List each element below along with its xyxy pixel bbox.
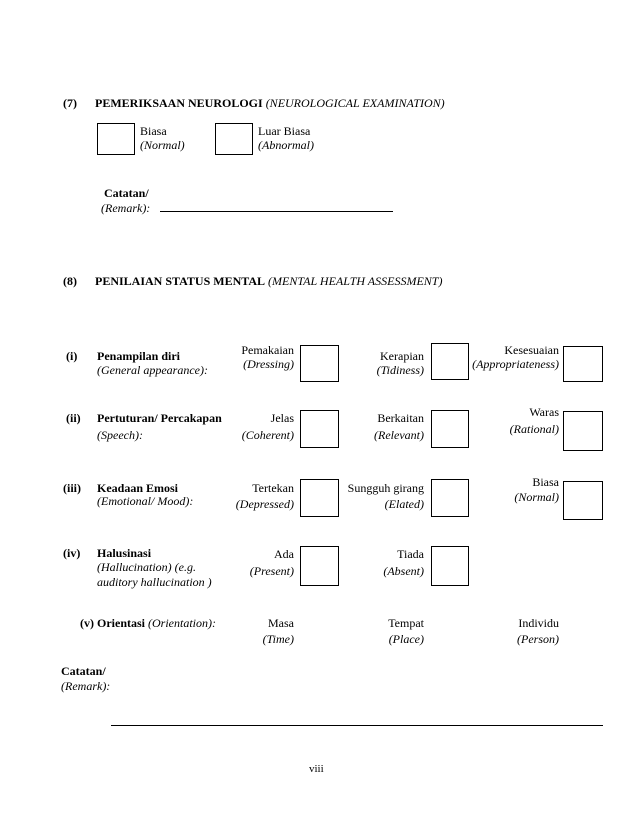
section-8-number: (8) <box>63 274 77 288</box>
place-label-en: (Place) <box>388 632 424 646</box>
coherent-label: Jelas <box>270 411 294 425</box>
item-iv-label-en-2: auditory hallucination ) <box>97 575 212 589</box>
section-7-title-text: PEMERIKSAAN NEUROLOGI <box>95 96 263 110</box>
depressed-label: Tertekan <box>252 481 294 495</box>
item-iii-label-en: (Emotional/ Mood): <box>97 494 194 508</box>
place-label: Tempat <box>388 616 424 630</box>
item-i-number: (i) <box>66 349 78 363</box>
section-8-title-en: (MENTAL HEALTH ASSESSMENT) <box>268 274 443 288</box>
normal-label-en: (Normal) <box>140 138 185 152</box>
item-i-label-en: (General appearance): <box>97 363 208 377</box>
dressing-label: Pemakaian <box>241 343 294 357</box>
section-8-title <box>95 274 442 288</box>
normal-label: Biasa <box>140 124 167 138</box>
dressing-label-en: (Dressing) <box>243 357 294 371</box>
item-v-label-en: (Orientation): <box>148 616 216 630</box>
s7-remark-label-en: (Remark): <box>101 201 151 215</box>
present-label: Ada <box>274 547 294 561</box>
item-ii-label: Pertuturan/ Percakapan <box>97 411 222 425</box>
normal-mood-label-en: (Normal) <box>514 490 559 504</box>
appropriateness-label: Kesesuaian <box>504 343 559 357</box>
relevant-label-en: (Relevant) <box>374 428 424 442</box>
rational-checkbox[interactable] <box>563 411 603 451</box>
present-label-en: (Present) <box>249 564 294 578</box>
item-ii-number: (ii) <box>66 411 81 425</box>
abnormal-checkbox[interactable] <box>215 123 253 155</box>
item-v-number: (v) <box>80 616 94 630</box>
tidiness-label: Kerapian <box>380 349 424 363</box>
item-ii-label-en: (Speech): <box>97 428 143 442</box>
time-label: Masa <box>268 616 294 630</box>
relevant-label: Berkaitan <box>377 411 424 425</box>
elated-label: Sungguh girang <box>347 481 424 495</box>
rational-label: Waras <box>529 405 559 419</box>
absent-label-en: (Absent) <box>383 564 424 578</box>
appropriateness-label-en: (Appropriateness) <box>472 357 559 371</box>
elated-label-en: (Elated) <box>384 497 424 511</box>
rational-label-en: (Rational) <box>509 422 559 436</box>
item-v-label <box>80 616 216 630</box>
depressed-label-en: (Depressed) <box>235 497 294 511</box>
item-iv-label: Halusinasi <box>97 546 152 560</box>
remark-input-line[interactable] <box>111 725 603 726</box>
item-v-label-text: Orientasi <box>97 616 145 630</box>
abnormal-label-en: (Abnormal) <box>258 138 314 152</box>
item-iv-number: (iv) <box>63 546 81 560</box>
person-label-en: (Person) <box>517 632 559 646</box>
appropriateness-checkbox[interactable] <box>563 346 603 382</box>
absent-label: Tiada <box>397 547 424 561</box>
item-iii-label: Keadaan Emosi <box>97 481 179 495</box>
section-7-number: (7) <box>63 96 77 110</box>
section-8-title-text: PENILAIAN STATUS MENTAL <box>95 274 266 288</box>
time-label-en: (Time) <box>262 632 294 646</box>
abnormal-label: Luar Biasa <box>258 124 311 138</box>
coherent-label-en: (Coherent) <box>241 428 294 442</box>
item-i-label: Penampilan diri <box>97 349 181 363</box>
normal-checkbox[interactable] <box>97 123 135 155</box>
tidiness-label-en: (Tidiness) <box>376 363 424 377</box>
person-label: Individu <box>518 616 559 630</box>
s7-remark-label: Catatan/ <box>104 186 149 200</box>
absent-checkbox[interactable] <box>431 546 469 586</box>
section-7-title-en: (NEUROLOGICAL EXAMINATION) <box>265 96 445 110</box>
page-number: viii <box>309 763 324 775</box>
item-iii-number: (iii) <box>63 481 81 495</box>
section-7-title <box>95 96 445 110</box>
remark-label: Catatan/ <box>61 664 106 678</box>
normal-mood-checkbox[interactable] <box>563 481 603 520</box>
remark-label-en: (Remark): <box>61 679 111 693</box>
s7-remark-input-line[interactable] <box>160 211 393 212</box>
normal-mood-label: Biasa <box>532 475 559 489</box>
item-iv-label-en: (Hallucination) (e.g. <box>97 560 196 574</box>
